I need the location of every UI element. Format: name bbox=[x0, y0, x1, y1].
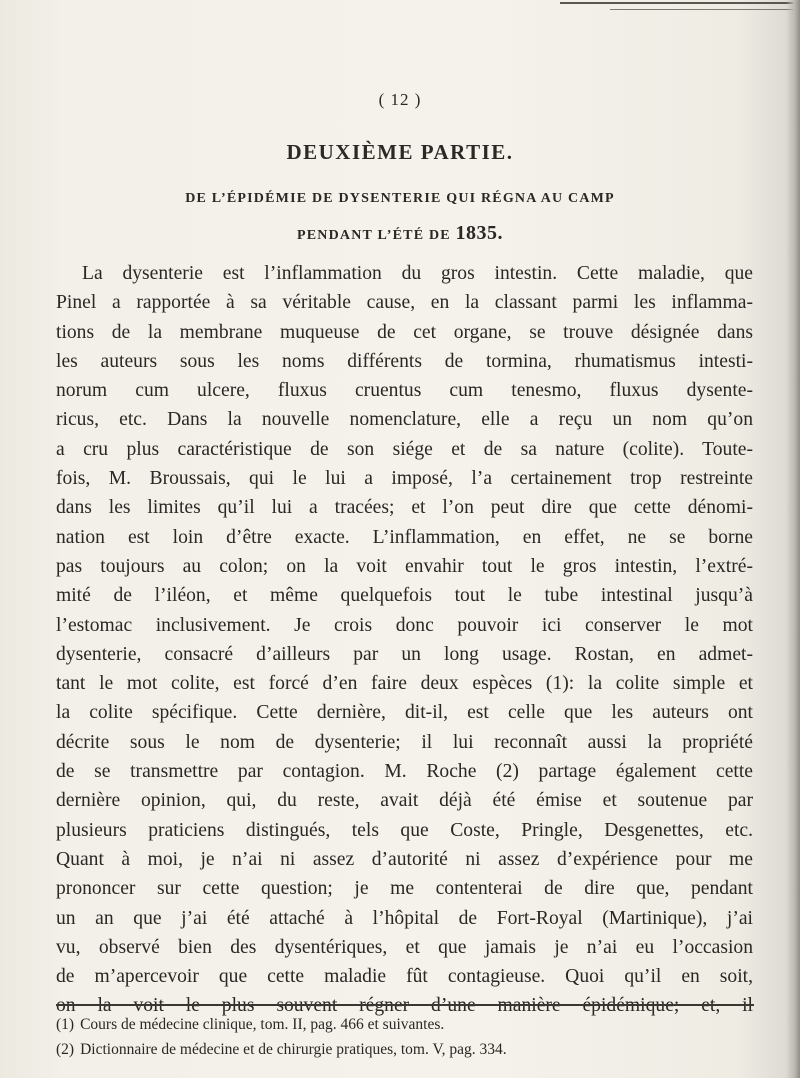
footnote-mark: (1) bbox=[56, 1016, 75, 1033]
page-number: ( 12 ) bbox=[378, 90, 422, 109]
body-line: l’estomac inclusivement. Je crois donc pouvoir ici conserver le mot bbox=[56, 614, 753, 636]
top-edge-rule bbox=[560, 2, 800, 4]
footnotes bbox=[56, 1012, 754, 1062]
body-paragraph bbox=[56, 259, 753, 1021]
body-line: Quant à moi, je n’ai ni assez d’autorité ni assez d’expérience pour me bbox=[56, 848, 753, 870]
body-line: plusieurs praticiens distingués, tels que Coste, Pringle, Desgenettes, etc. bbox=[56, 819, 753, 841]
footnote-mark: (2) bbox=[56, 1041, 75, 1058]
body-line: de m’apercevoir que cette maladie fût contagieuse. Quoi qu’il en soit, bbox=[56, 966, 753, 988]
footnote-separator bbox=[56, 1004, 754, 1006]
body-line: un an que j’ai été attaché à l’hôpital de Fort-Royal (Martinique), j’ai bbox=[56, 907, 753, 929]
body-line: nation est loin d’être exacte. L’inflammation, en effet, ne se borne bbox=[56, 526, 753, 548]
body-line: dernière opinion, qui, du reste, avait déjà été émise et soutenue par bbox=[56, 790, 753, 812]
body-line: la colite spécifique. Cette dernière, dit-il, est celle que les auteurs ont bbox=[56, 702, 753, 724]
body-line: décrite sous le nom de dysenterie; il lui reconnaît aussi la propriété bbox=[56, 731, 753, 753]
body-line: tions de la membrane muqueuse de cet organe, se trouve désignée dans bbox=[56, 321, 753, 343]
footnote-text: Dictionnaire de médecine et de chirurgie pratiques, tom. V, pag. 334. bbox=[80, 1041, 507, 1058]
body-line: ricus, etc. Dans la nouvelle nomenclature, elle a reçu un nom qu’on bbox=[56, 409, 753, 431]
body-line: prononcer sur cette question; je me contenterai de dire que, pendant bbox=[56, 878, 753, 900]
body-line: tant le mot colite, est forcé d’en faire deux espèces (1): la colite simple et bbox=[56, 673, 753, 695]
footnote-text: Cours de médecine clinique, tom. II, pag. 466 et suivantes. bbox=[80, 1016, 445, 1033]
body-line: a cru plus caractéristique de son siége et de sa nature (colite). Toute- bbox=[56, 438, 753, 460]
body-line: La dysenterie est l’inflammation du gros intestin. Cette maladie, que bbox=[82, 263, 753, 284]
body-line: dysenterie, consacré d’ailleurs par un long usage. Rostan, en admet- bbox=[56, 643, 753, 665]
body-line: fois, M. Broussais, qui le lui a imposé, l’a certainement trop restreinte bbox=[56, 468, 753, 490]
footnote-1 bbox=[56, 1012, 754, 1037]
body-line: Pinel a rapportée à sa véritable cause, en la classant parmi les inflamma- bbox=[56, 292, 753, 314]
body-line: mité de l’iléon, et même quelquefois tout le tube intestinal jusqu’à bbox=[56, 585, 753, 607]
chapter-subtitle-year: 1835. bbox=[455, 222, 503, 244]
footnote-2 bbox=[56, 1037, 754, 1062]
body-line: dans les limites qu’il lui a tracées; et l’on peut dire que cette dénomi- bbox=[56, 497, 753, 519]
body-line: vu, observé bien des dysentériques, et que jamais je n’ai eu l’occasion bbox=[56, 936, 753, 958]
chapter-subtitle-line-2 bbox=[0, 222, 800, 245]
body-line: de se transmettre par contagion. M. Roche (2) partage également cette bbox=[56, 761, 753, 783]
chapter-subtitle-line-1: DE L’ÉPIDÉMIE DE DYSENTERIE QUI RÉGNA AU CAMP bbox=[185, 191, 615, 206]
top-edge-rule-thin bbox=[610, 9, 800, 10]
body-line: norum cum ulcere, fluxus cruentus cum tenesmo, fluxus dysente- bbox=[56, 380, 753, 402]
body-line: pas toujours au colon; on la voit envahir tout le gros intestin, l’extré- bbox=[56, 555, 753, 577]
body-line: les auteurs sous les noms différents de tormina, rhumatismus intesti- bbox=[56, 350, 753, 372]
part-title: DEUXIÈME PARTIE. bbox=[286, 140, 514, 164]
chapter-subtitle-prefix: PENDANT L’ÉTÉ DE bbox=[297, 228, 456, 243]
